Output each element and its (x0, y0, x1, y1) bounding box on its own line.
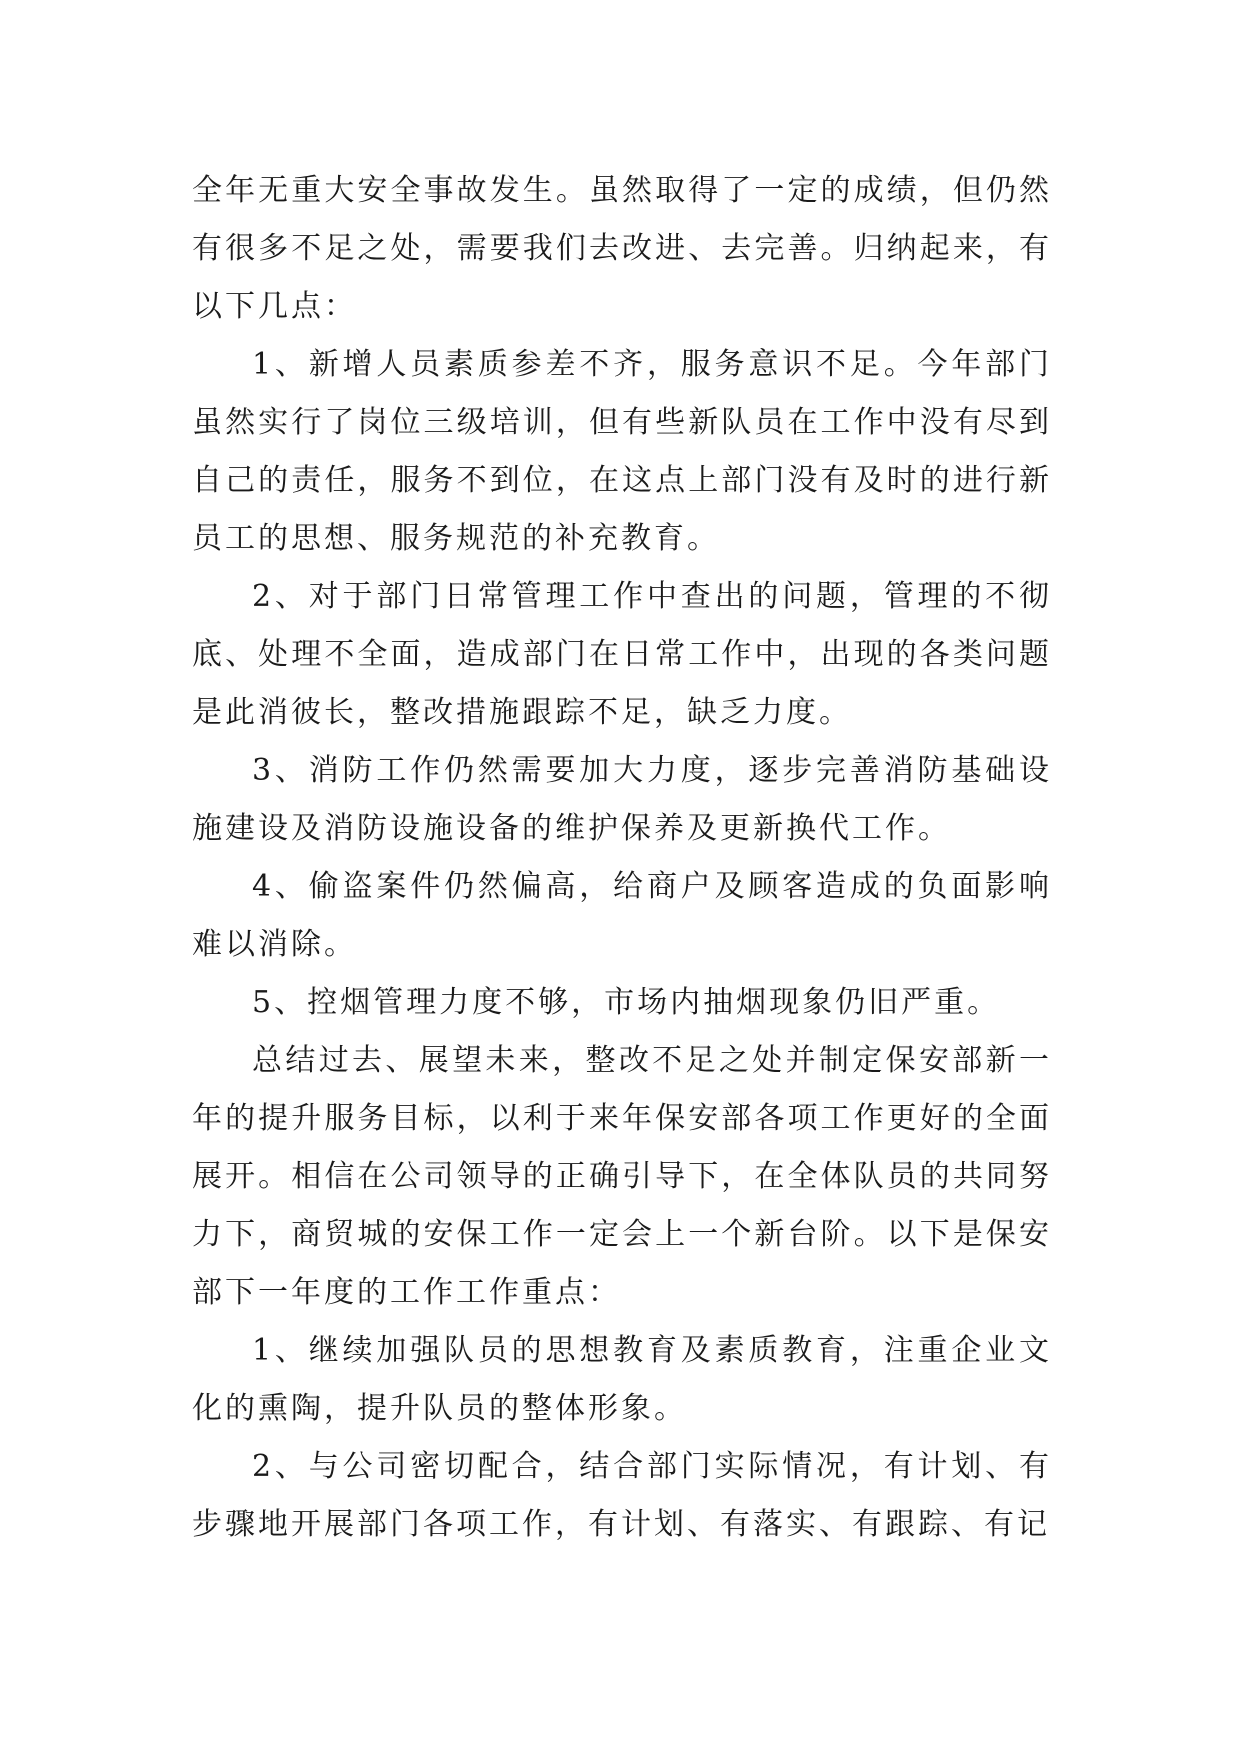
paragraph-issue-1: 1、新增人员素质参差不齐，服务意识不足。今年部门虽然实行了岗位三级培训，但有些新队员在工作中没有尽到自己的责任，服务不到位，在这点上部门没有及时的进行新员工的思想、服务规范的补充教育。 (192, 347, 1052, 556)
paragraph-issue-2: 2、对于部门日常管理工作中查出的问题，管理的不彻底、处理不全面，造成部门在日常工作中，出现的各类问题是此消彼长，整改措施跟踪不足，缺乏力度。 (192, 579, 1052, 730)
paragraph-continuation: 全年无重大安全事故发生。虽然取得了一定的成绩，但仍然有很多不足之处，需要我们去改进、去完善。归纳起来，有以下几点： (192, 173, 1052, 324)
paragraph-plan-1: 1、继续加强队员的思想教育及素质教育，注重企业文化的熏陶，提升队员的整体形象。 (192, 1333, 1052, 1426)
paragraph-issue-4: 4、偷盗案件仍然偏高，给商户及顾客造成的负面影响难以消除。 (192, 869, 1052, 962)
paragraph-plan-2: 2、与公司密切配合，结合部门实际情况，有计划、有步骤地开展部门各项工作，有计划、有落实、有跟踪、有记 (192, 1449, 1052, 1542)
paragraph-issue-3: 3、消防工作仍然需要加大力度，逐步完善消防基础设施建设及消防设施设备的维护保养及更新换代工作。 (192, 753, 1052, 846)
paragraph-issue-5: 5、控烟管理力度不够，市场内抽烟现象仍旧严重。 (252, 985, 1001, 1020)
document-body (192, 162, 1052, 1554)
paragraph-summary: 总结过去、展望未来，整改不足之处并制定保安部新一年的提升服务目标，以利于来年保安部各项工作更好的全面展开。相信在公司领导的正确引导下，在全体队员的共同努力下，商贸城的安保工作一定会上一个新台阶。以下是保安部下一年度的工作工作重点： (192, 1043, 1052, 1310)
